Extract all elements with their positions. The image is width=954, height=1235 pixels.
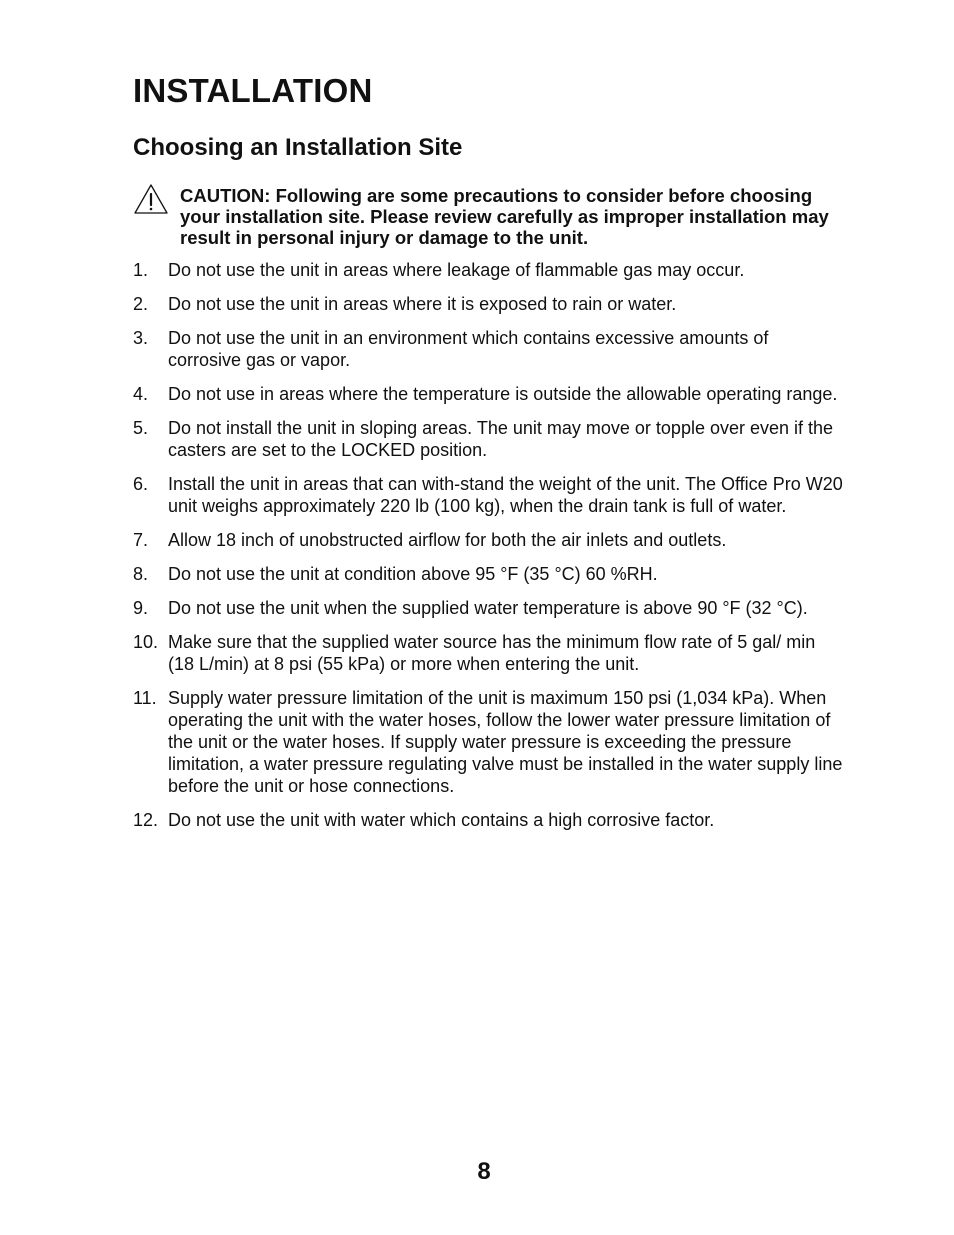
list-item-text: Do not use in areas where the temperature is outside the allowable operating range. — [168, 384, 838, 404]
list-item-number: 7. — [133, 530, 149, 550]
list-item-text: Supply water pressure limitation of the unit is maximum 150 psi (1,034 kPa). When operating the unit with the water hoses, follow the lower water pressure limitation of the unit or the water hoses. If supply water pressure is exceeding the pressure limitation, a water pressure regulating valve must be installed in the water supply line before the unit or hose connections. — [168, 688, 843, 796]
list-item-text: Do not use the unit in areas where leakage of flammable gas may occur. — [168, 260, 745, 280]
list-item-number: 10. — [133, 632, 159, 652]
list-item — [133, 631, 845, 675]
list-item-number: 6. — [133, 474, 149, 494]
list-item — [133, 529, 845, 551]
list-item — [133, 383, 845, 405]
list-item — [133, 687, 845, 797]
list-item-number: 11. — [133, 688, 157, 708]
warning-triangle-icon — [133, 183, 169, 215]
list-item-text: Do not use the unit when the supplied water temperature is above 90 °F (32 °C). — [168, 598, 808, 618]
list-item-text: Make sure that the supplied water source has the minimum flow rate of 5 gal/ min (18 L/min) at 8 psi (55 kPa) or more when entering the unit. — [168, 632, 816, 674]
list-item-number: 1. — [133, 260, 149, 280]
precautions-list — [133, 259, 845, 843]
list-item-text: Allow 18 inch of unobstructed airflow for both the air inlets and outlets. — [168, 530, 727, 550]
list-item-number: 2. — [133, 294, 149, 314]
list-item — [133, 473, 845, 517]
caution-block — [133, 185, 845, 248]
section-title: Choosing an Installation Site — [133, 134, 463, 161]
list-item-text: Do not install the unit in sloping areas. The unit may move or topple over even if the casters are set to the LOCKED position. — [168, 418, 834, 460]
caution-text: CAUTION: Following are some precautions to consider before choosing your installation site. Please review carefully as improper installation may result in personal injury or damage to the unit. — [180, 185, 829, 248]
list-item-number: 3. — [133, 328, 149, 348]
list-item — [133, 327, 845, 371]
list-item-text: Install the unit in areas that can with-stand the weight of the unit. The Office Pro W20 unit weighs approximately 220 lb (100 kg), when the drain tank is full of water. — [168, 474, 843, 516]
list-item-text: Do not use the unit in an environment which contains excessive amounts of corrosive gas or vapor. — [168, 328, 769, 370]
list-item-text: Do not use the unit with water which contains a high corrosive factor. — [168, 810, 715, 830]
list-item-number: 4. — [133, 384, 149, 404]
page-title: INSTALLATION — [133, 72, 373, 109]
list-item — [133, 259, 845, 281]
list-item — [133, 809, 845, 831]
list-item-text: Do not use the unit in areas where it is exposed to rain or water. — [168, 294, 677, 314]
list-item-text: Do not use the unit at condition above 95 °F (35 °C) 60 %RH. — [168, 564, 658, 584]
list-item — [133, 293, 845, 315]
list-item-number: 5. — [133, 418, 149, 438]
page-number: 8 — [477, 1158, 491, 1185]
list-item — [133, 417, 845, 461]
list-item — [133, 563, 845, 585]
list-item-number: 8. — [133, 564, 149, 584]
list-item-number: 9. — [133, 598, 149, 618]
list-item — [133, 597, 845, 619]
list-item-number: 12. — [133, 810, 159, 830]
